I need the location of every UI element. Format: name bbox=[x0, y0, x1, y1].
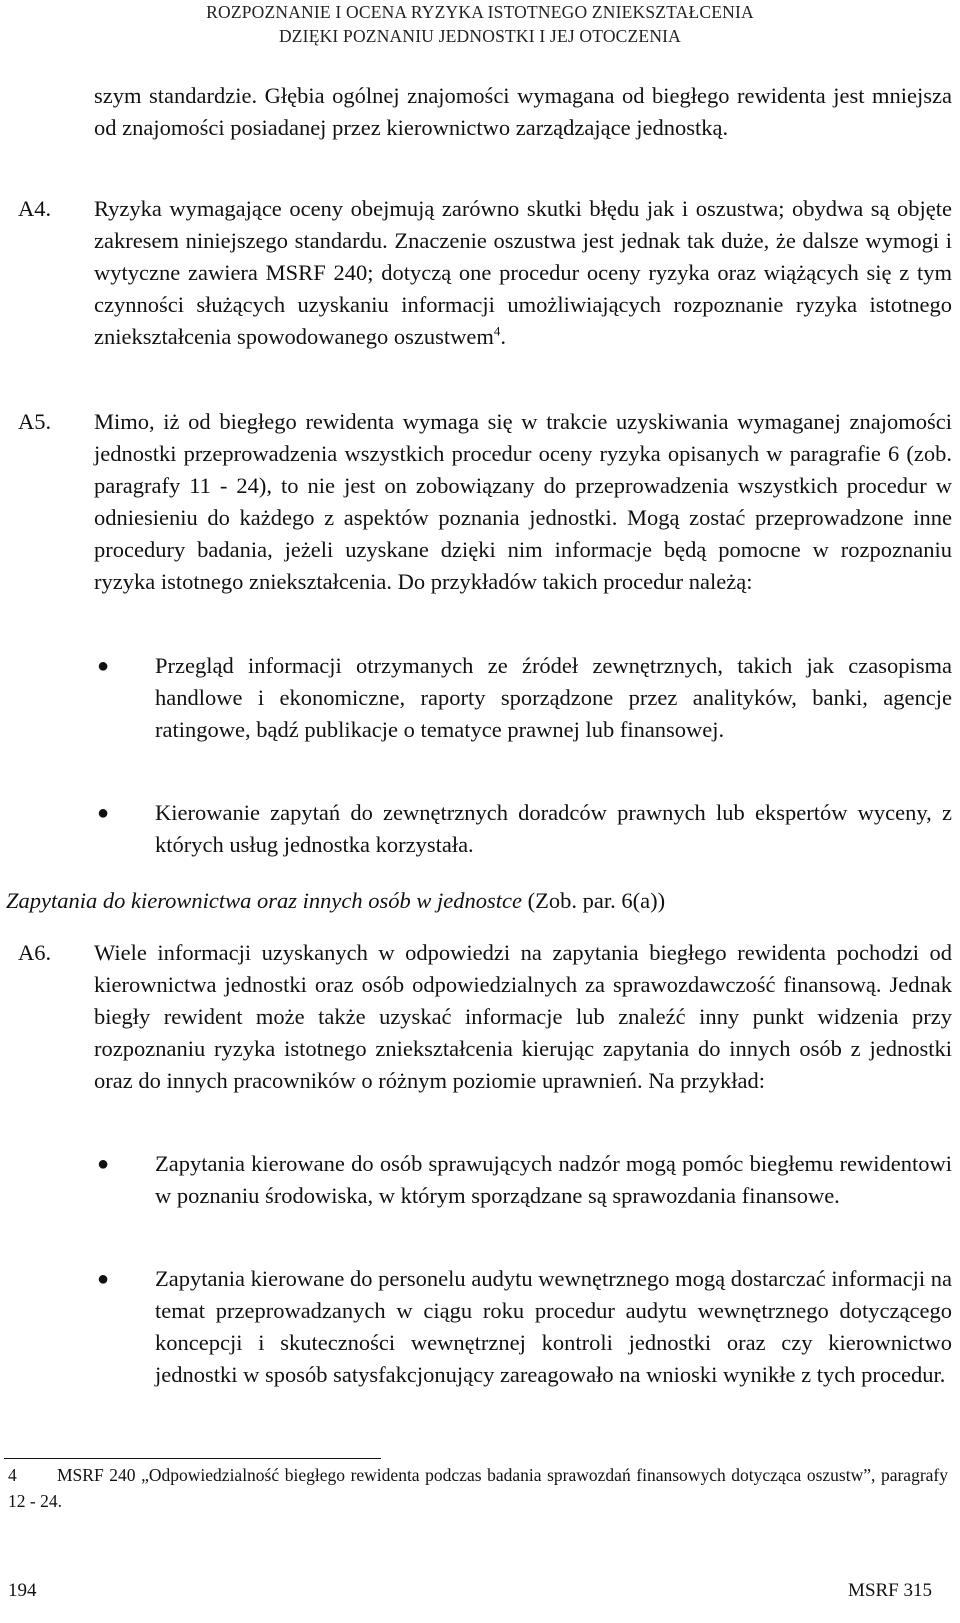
footnote-divider bbox=[4, 1458, 381, 1459]
paragraph-a6: Wiele informacji uzyskanych w odpowiedzi na zapytania biegłego rewidenta pochodzi od kierownictwa jednostki oraz osób odpowiedzialnych za sprawozdawczość finansową. Jednak biegły rewident może także uzyskać informacje lub znaleźć inny punkt widzenia przy rozpoznaniu ryzyka istotnego zniekształcenia kierując zapytania do innych osób z jednostki oraz do innych pracowników o różnym poziomie uprawnień. Na przykład: bbox=[94, 940, 952, 1093]
subheading-reference: (Zob. par. 6(a)) bbox=[522, 888, 666, 913]
a5-bullet-1: Przegląd informacji otrzymanych ze źródeł zewnętrznych, takich jak czasopisma handlowe i ekonomiczne, raporty sporządzone przez analityków, banki, agencje ratingowe, bądź publikacje o tematyce prawnej lub finansowej. bbox=[155, 653, 952, 742]
bullet-icon: ● bbox=[97, 1268, 110, 1290]
paragraph-a4 bbox=[94, 193, 952, 353]
bullet-icon: ● bbox=[97, 655, 110, 677]
standard-label: MSRF 315 bbox=[848, 1580, 932, 1601]
paragraph-a4-text: Ryzyka wymagające oceny obejmują zarówno skutki błędu jak i oszustwa; obydwa są objęte zakresem niniejszego standardu. Znaczenie oszustwa jest jednak tak duże, że dalsze wymogi i wytyczne zawiera MSRF 240; dotyczą one procedur oceny ryzyka oraz wiążących się z tym czynności służących uzyskaniu informacji umożliwiających rozpoznanie ryzyka istotnego zniekształcenia spowodowanego oszustwem bbox=[94, 196, 952, 349]
page-number: 194 bbox=[8, 1580, 37, 1601]
paragraph-a5: Mimo, iż od biegłego rewidenta wymaga się w trakcie uzyskiwania wymaganej znajomości jednostki przeprowadzenia wszystkich procedur oceny ryzyka opisanych w paragrafie 6 (zob. paragrafy 11 - 24), to nie jest on zobowiązany do przeprowadzenia wszystkich procedur w odniesieniu do każdego z aspektów poznania jednostki. Mogą zostać przeprowadzone inne procedury badania, jeżeli uzyskane dzięki nim informacje będą pomocne w rozpoznaniu ryzyka istotnego zniekształcenia. Do przykładów takich procedur należą: bbox=[94, 409, 952, 594]
a6-bullet-1: Zapytania kierowane do osób sprawujących nadzór mogą pomóc biegłemu rewidentowi w poznaniu środowiska, w którym sporządzane są sprawozdania finansowe. bbox=[155, 1151, 952, 1208]
footnote-text: MSRF 240 „Odpowiedzialność biegłego rewidenta podczas badania sprawozdań finansowych dotycząca oszustw”, paragrafy 12 - 24. bbox=[8, 1465, 948, 1511]
section-subheading bbox=[6, 885, 956, 917]
paragraph-a4-end: . bbox=[500, 324, 507, 349]
header-line-2: DZIĘKI POZNANIU JEDNOSTKI I JEJ OTOCZENIA bbox=[278, 26, 682, 46]
a6-bullet-2: Zapytania kierowane do personelu audytu wewnętrznego mogą dostarczać informacji na temat przeprowadzanych w ciągu roku procedur audytu wewnętrznego dotyczącego koncepcji i skuteczności wewnętrznej kontroli jednostki oraz czy kierownictwo jednostki w sposób satysfakcjonujący zareagowało na wnioski wynikłe z tych procedur. bbox=[155, 1266, 952, 1387]
bullet-icon: ● bbox=[97, 1153, 110, 1175]
subheading-title: Zapytania do kierownictwa oraz innych osób w jednostce bbox=[6, 888, 522, 913]
paragraph-number-a5: A5. bbox=[18, 409, 52, 434]
a5-bullet-2: Kierowanie zapytań do zewnętrznych doradców prawnych lub ekspertów wyceny, z których usług jednostka korzystała. bbox=[155, 800, 952, 857]
bullet-icon: ● bbox=[97, 802, 110, 824]
continued-paragraph: szym standardzie. Głębia ogólnej znajomości wymagana od biegłego rewidenta jest mniejsza od znajomości posiadanej przez kierownictwo zarządzające jednostką. bbox=[94, 83, 952, 140]
running-header bbox=[0, 0, 960, 48]
paragraph-number-a6: A6. bbox=[18, 940, 52, 965]
paragraph-number-a4: A4. bbox=[18, 196, 52, 221]
header-line-1: ROZPOZNANIE I OCENA RYZYKA ISTOTNEGO ZNIEKSZTAŁCENIA bbox=[206, 2, 754, 22]
footnote-number: 4 bbox=[8, 1465, 17, 1485]
footnote-reference: 4 bbox=[493, 323, 501, 339]
